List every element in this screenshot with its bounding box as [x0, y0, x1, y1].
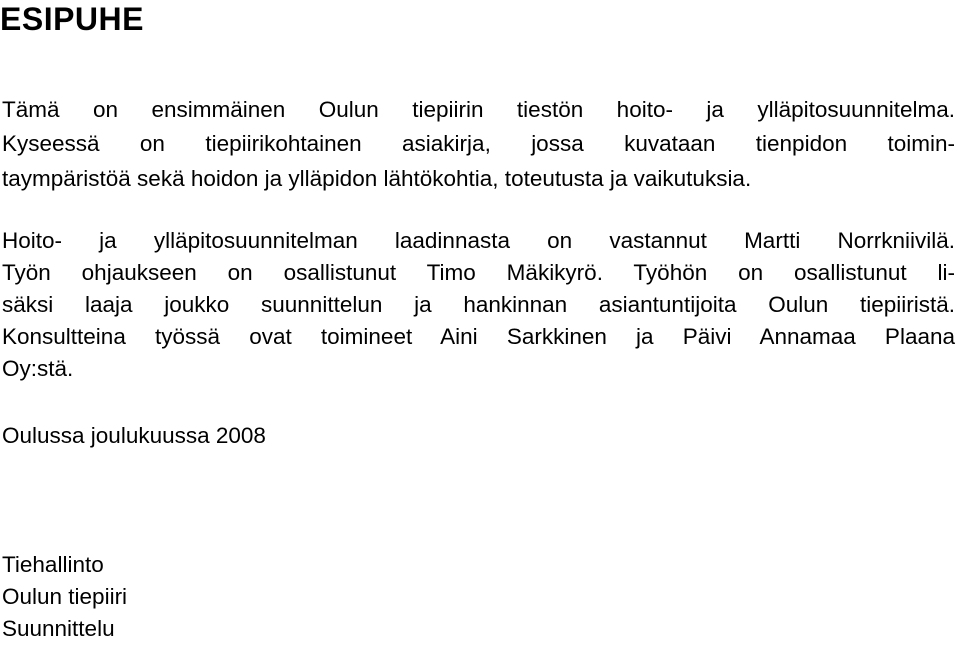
place-date: Oulussa joulukuussa 2008	[2, 423, 266, 448]
page-title: ESIPUHE	[0, 1, 144, 37]
paragraph-2-line-1: Hoito- ja ylläpitosuunnitelman laadinnasta on vastannut Martti Norrkniivilä.	[2, 228, 955, 253]
paragraph-1-line-3: taympäristöä sekä hoidon ja ylläpidon lähtökohtia, toteutusta ja vaikutuksia.	[2, 166, 752, 191]
paragraph-2-line-2: Työn ohjaukseen on osallistunut Timo Mäkikyrö. Työhön on osallistunut li-	[2, 260, 955, 285]
signature-unit: Suunnittelu	[2, 616, 115, 641]
paragraph-1-line-2: Kyseessä on tiepiirikohtainen asiakirja, jossa kuvataan tienpidon toimin-	[2, 131, 955, 156]
paragraph-1-line-1: Tämä on ensimmäinen Oulun tiepiirin tiestön hoito- ja ylläpitosuunnitelma.	[2, 97, 955, 122]
signature-district: Oulun tiepiiri	[2, 584, 128, 609]
paragraph-2-line-5: Oy:stä.	[2, 356, 74, 381]
signature-organization: Tiehallinto	[2, 552, 104, 577]
paragraph-2-line-3: säksi laaja joukko suunnittelun ja hankinnan asiantuntijoita Oulun tiepiiristä.	[2, 292, 955, 317]
paragraph-2-line-4: Konsultteina työssä ovat toimineet Aini Sarkkinen ja Päivi Annamaa Plaana	[2, 324, 955, 349]
